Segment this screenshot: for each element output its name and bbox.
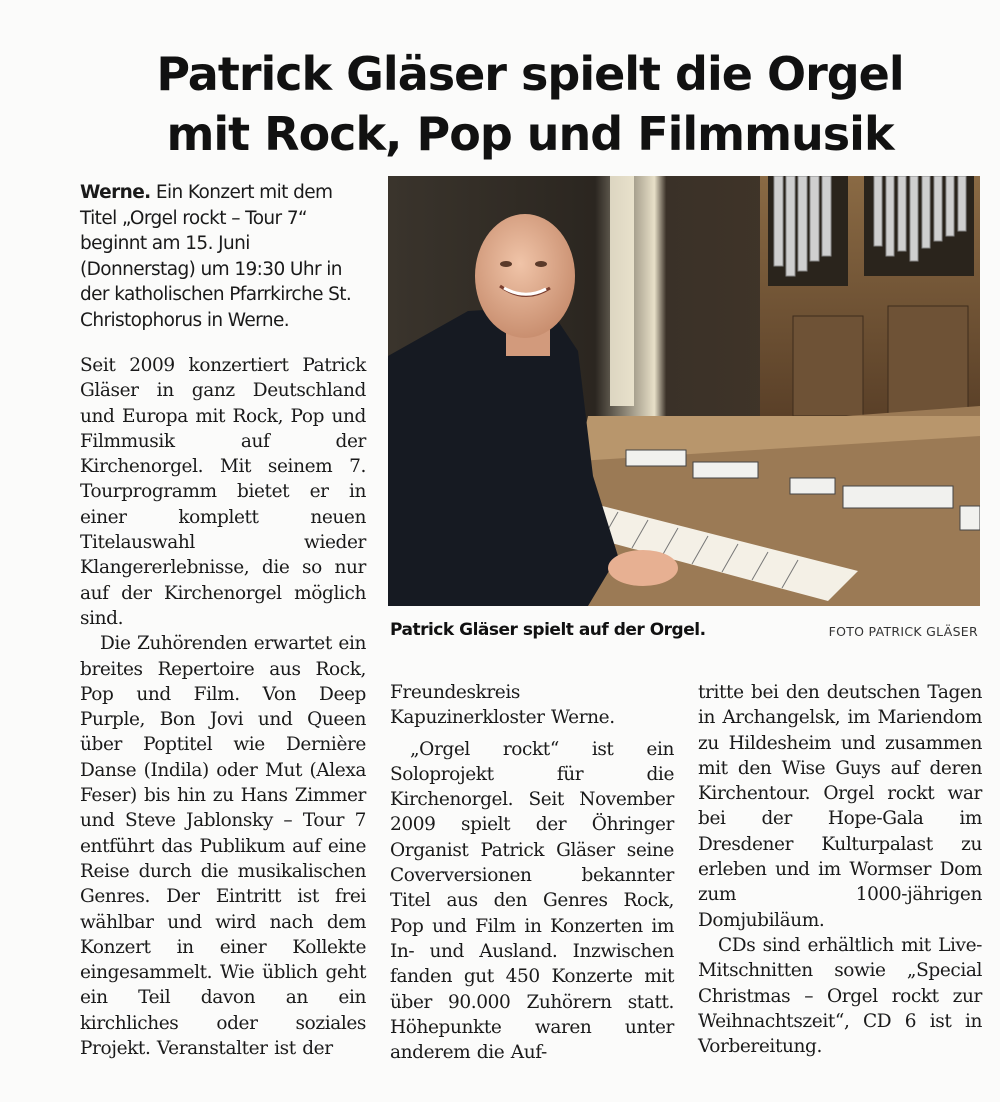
lead-text: Ein Konzert mit dem Titel „Orgel rockt – Tour 7“ beginnt am 15. Juni (Donnerstag) um 19:30 Uhr in der katholischen Pfarrkirche St. Christophorus in Werne. [80, 182, 352, 331]
article-column-1 [80, 353, 366, 1061]
article-photo [388, 176, 980, 606]
column3-paragraph-1: tritte bei den deutschen Tagen in Archangelsk, im Mariendom zu Hildesheim und zusammen mit den Wise Guys auf deren Kirchentour. Orgel rockt war bei der Hope-Gala im Dresdener Kulturpalast zu erleben und im Wormser Dom zum 1000-jährigen Domjubiläum. [698, 682, 982, 931]
article-column-2 [390, 680, 674, 1065]
lead-paragraph [80, 180, 370, 334]
dateline: Werne. [80, 182, 151, 203]
organist-photo-illustration [388, 176, 980, 606]
column2-paragraph-1: Freundeskreis Kapuzinerkloster Werne. [390, 682, 615, 729]
headline-line-2: mit Rock, Pop und Filmmusik [166, 107, 894, 161]
photo-credit: FOTO PATRICK GLÄSER [828, 624, 978, 639]
article-column-3 [698, 680, 982, 1059]
photo-caption: Patrick Gläser spielt auf der Orgel. [390, 620, 706, 640]
headline-line-1: Patrick Gläser spielt die Orgel [156, 47, 904, 101]
column1-paragraph-1: Seit 2009 konzertiert Patrick Gläser in ganz Deutschland und Europa mit Rock, Pop und Filmmusik auf der Kirchenorgel. Mit seinem 7. Tourprogramm bietet er in einer komplett neuen Titelauswahl wieder Klangererlebnisse, die so nur auf der Kirchenorgel möglich sind. [80, 355, 366, 629]
column2-paragraph-2: „Orgel rockt“ ist ein Soloprojekt für die Kirchenorgel. Seit November 2009 spielt der Öhringer Organist Patrick Gläser seine Coverversionen bekannter Titel aus den Genres Rock, Pop und Film in Konzerten im In- und Ausland. Inzwischen fanden gut 450 Konzerte mit über 90.000 Zuhörern statt. Höhepunkte waren unter anderem die Auf- [390, 738, 674, 1064]
column3-paragraph-2: CDs sind erhältlich mit Live-Mitschnitten sowie „Special Christmas – Orgel rockt zur Weihnachtszeit“, CD 6 ist in Vorbereitung. [698, 934, 982, 1058]
column1-paragraph-2: Die Zuhörenden erwartet ein breites Repertoire aus Rock, Pop und Film. Von Deep Purple, Bon Jovi und Queen über Poptitel wie Dernière Danse (Indila) oder Mut (Alexa Feser) bis hin zu Hans Zimmer und Steve Jablonsky – Tour 7 entführt das Publikum auf eine Reise durch die musikalischen Genres. Der Eintritt ist frei wählbar und wird nach dem Konzert in einer Kollekte eingesammelt. Wie üblich geht ein Teil davon an ein kirchliches oder soziales Projekt. Veranstalter ist der [80, 633, 366, 1060]
